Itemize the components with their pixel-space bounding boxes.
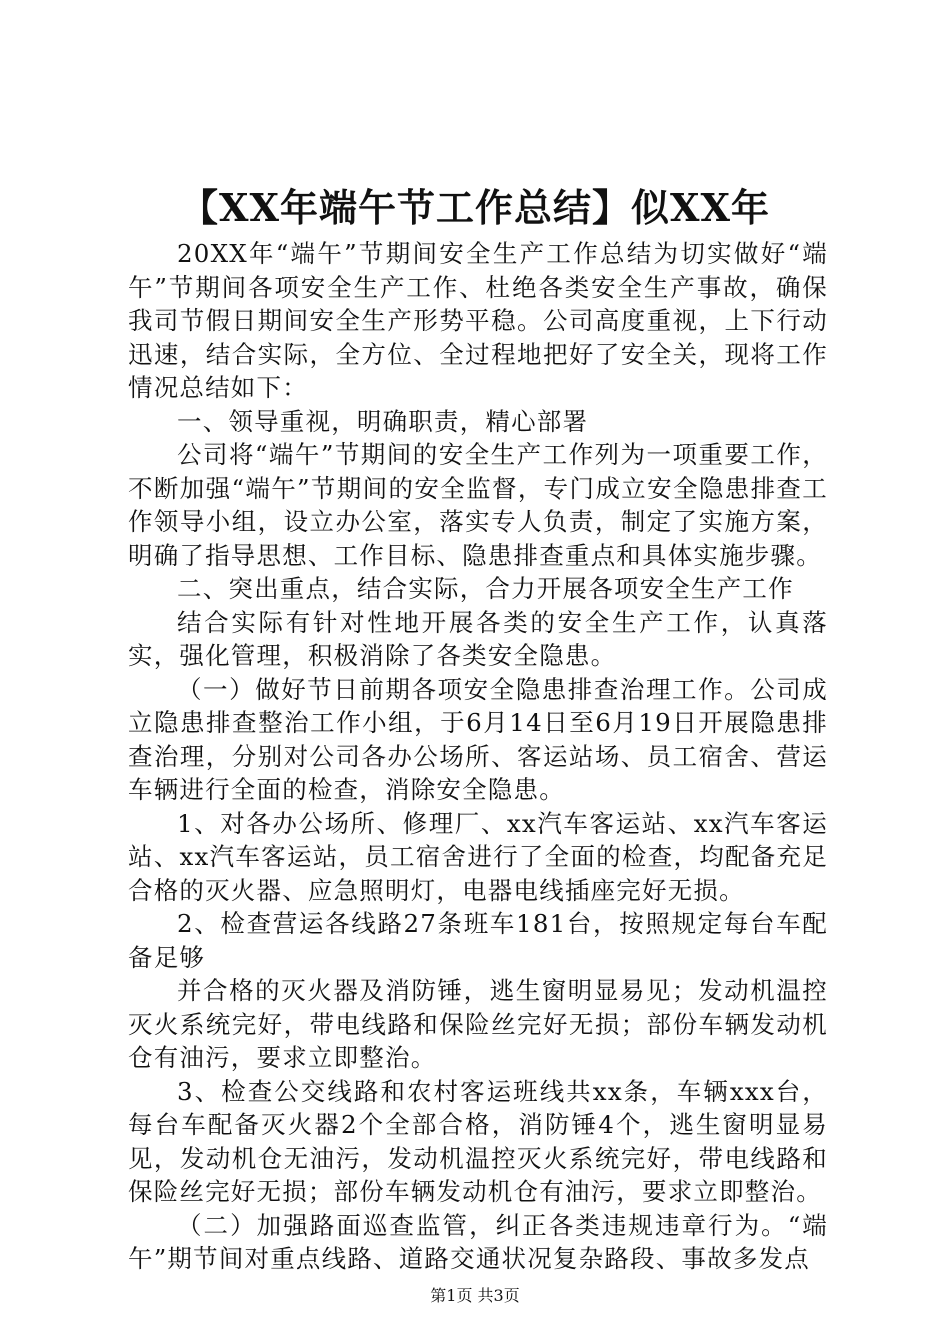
- paragraph: 公司将“端午”节期间的安全生产工作列为一项重要工作，不断加强“端午”节期间的安全监督，专门成立安全隐患排查工作领导小组，设立办公室，落实专人负责，制定了实施方案，明确了指导思想、工作目标、隐患排查重点和具体实施步骤。: [128, 440, 828, 570]
- paragraph: 20XX年“端午”节期间安全生产工作总结为切实做好“端午”节期间各项安全生产工作、杜绝各类安全生产事故，确保我司节假日期间安全生产形势平稳。公司高度重视，上下行动迅速，结合实际，全方位、全过程地把好了安全关，现将工作情况总结如下：: [128, 239, 828, 402]
- paragraph: （一）做好节日前期各项安全隐患排查治理工作。公司成立隐患排查整治工作小组，于6月14日至6月19日开展隐患排查治理，分别对公司各办公场所、客运站场、员工宿舍、营运车辆进行全面的检查，消除安全隐患。: [128, 674, 828, 804]
- document-body: [128, 237, 828, 1276]
- paragraph: 并合格的灭火器及消防锤，逃生窗明显易见；发动机温控灭火系统完好，带电线路和保险丝完好无损；部份车辆发动机仓有油污，要求立即整治。: [128, 976, 828, 1072]
- section-heading: 一、领导重视，明确职责，精心部署: [177, 406, 589, 436]
- paragraph: （二）加强路面巡查监管，纠正各类违规违章行为。“端午”期节间对重点线路、道路交通状况复杂路段、事故多发点: [128, 1210, 828, 1273]
- paragraph: 2、检查营运各线路27条班车181台，按照规定每台车配备足够: [128, 909, 828, 972]
- paragraph: 结合实际有针对性地开展各类的安全生产工作，认真落实，强化管理，积极消除了各类安全隐患。: [128, 607, 828, 670]
- paragraph: 1、对各办公场所、修理厂、xx汽车客运站、xx汽车客运站、xx汽车客运站，员工宿舍进行了全面的检查，均配备充足合格的灭火器、应急照明灯，电器电线插座完好无损。: [128, 808, 828, 905]
- section-heading: 二、突出重点，结合实际，合力开展各项安全生产工作: [177, 574, 794, 603]
- paragraph: 3、检查公交线路和农村客运班线共xx条，车辆xxx台，每台车配备灭火器2个全部合格，消防锤4个，逃生窗明显易见，发动机仓无油污，发动机温控灭火系统完好，带电线路和保险丝完好无损；部份车辆发动机仓有油污，要求立即整治。: [128, 1076, 828, 1206]
- document-title: 【XX年端午节工作总结】似XX年: [180, 185, 770, 230]
- page-number-footer: 第1页 共3页: [430, 1286, 520, 1305]
